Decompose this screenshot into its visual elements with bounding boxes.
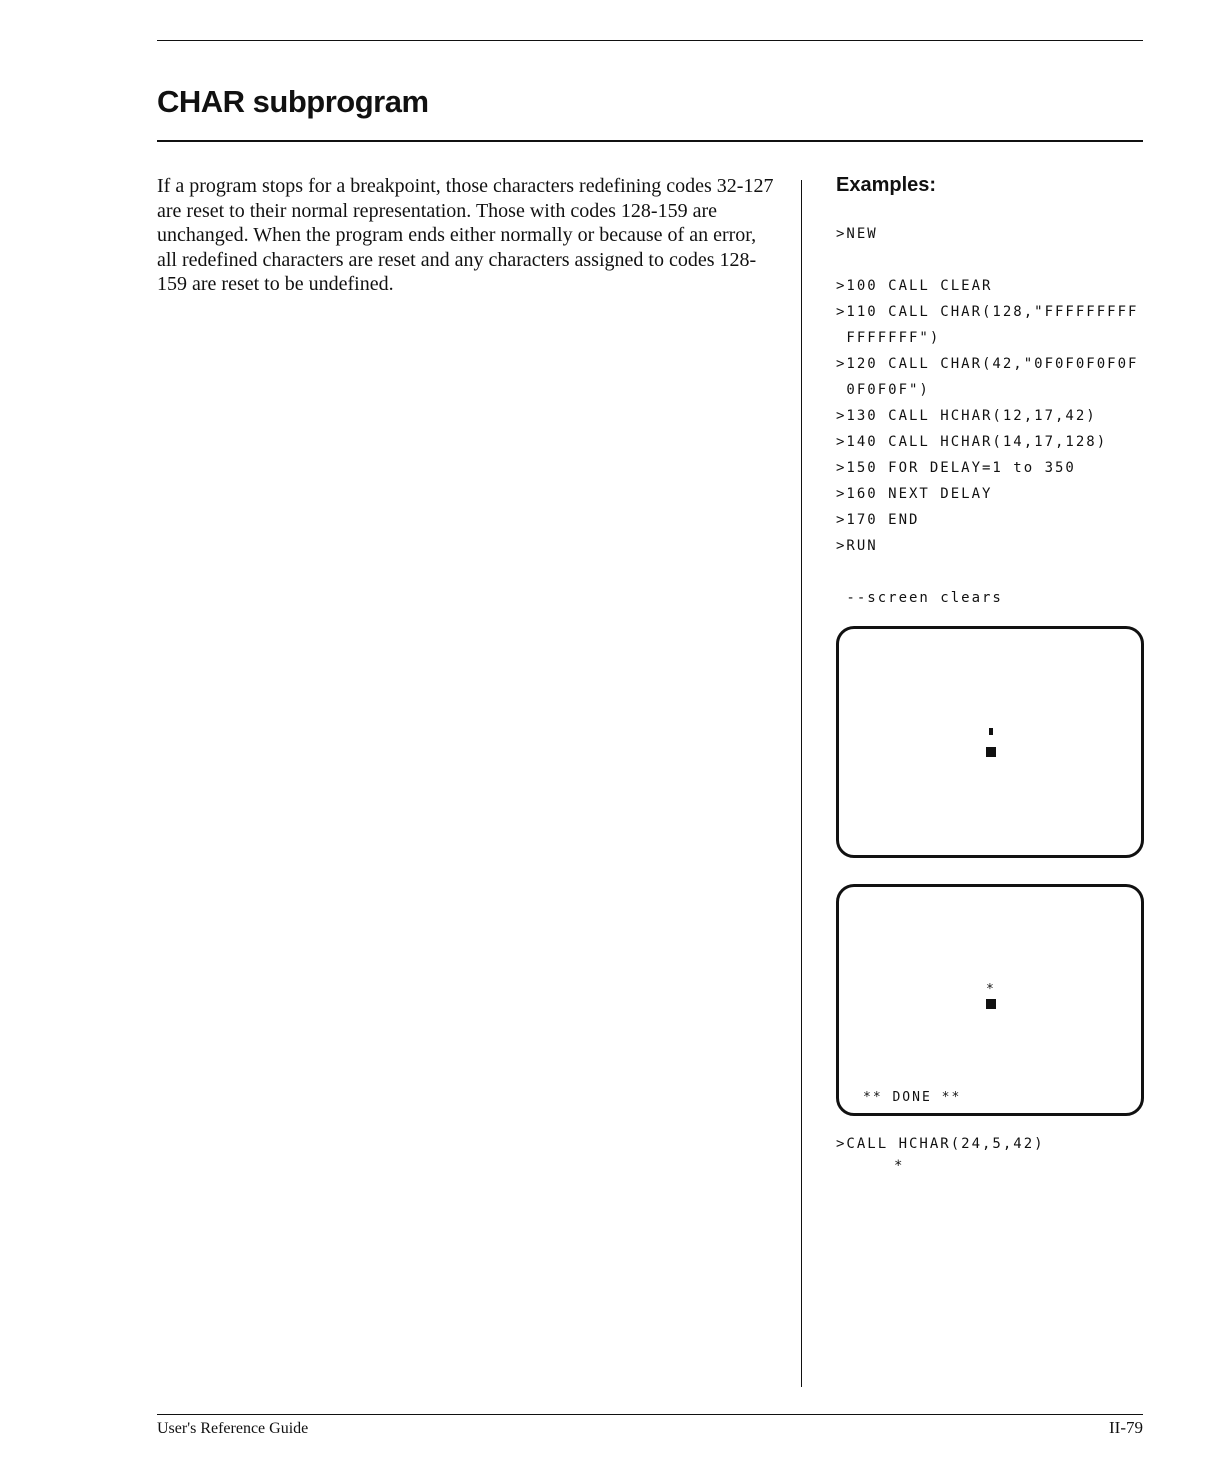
code-line: >RUN [836, 538, 878, 554]
code-line: >150 FOR DELAY=1 to 350 [836, 460, 1076, 476]
code-line: >140 CALL HCHAR(14,17,128) [836, 434, 1108, 450]
code-line: >110 CALL CHAR(128,"FFFFFFFFF [836, 304, 1139, 320]
page-title: CHAR subprogram [157, 84, 429, 119]
solid-block-char-128 [986, 747, 996, 757]
body-paragraph: If a program stops for a breakpoint, those characters redefining codes 32-127 are reset to their normal representation. Those with codes 128-159 are unchanged. When the program ends either normally or because of an error, all redefined characters are reset and any characters assigned to codes 128-159 are reset to be undefined. [157, 175, 774, 296]
after-run-command: >CALL HCHAR(24,5,42) [836, 1136, 1045, 1152]
code-line: >100 CALL CLEAR [836, 278, 993, 294]
screen-display-1 [836, 626, 1144, 858]
top-rule [157, 40, 1143, 41]
column-divider [801, 180, 802, 1387]
code-line: >120 CALL CHAR(42,"0F0F0F0F0F [836, 356, 1139, 372]
screen-clears-note: --screen clears [836, 590, 1003, 606]
screen-display-2 [836, 884, 1144, 1116]
code-line: >130 CALL HCHAR(12,17,42) [836, 408, 1097, 424]
done-message: ** DONE ** [863, 1090, 962, 1105]
title-rule [157, 140, 1143, 142]
solid-block-char-128 [986, 999, 996, 1009]
code-line: >160 NEXT DELAY [836, 486, 993, 502]
code-line: 0F0F0F") [836, 382, 930, 398]
after-run-asterisk: * [894, 1158, 905, 1174]
code-line: >NEW [836, 226, 878, 242]
footer-rule [157, 1414, 1143, 1415]
code-line: FFFFFFF") [836, 330, 941, 346]
asterisk-char: * [986, 982, 994, 997]
redefined-char-42 [989, 728, 993, 735]
examples-heading: Examples: [836, 174, 937, 196]
code-line: >170 END [836, 512, 920, 528]
page-number: II-79 [1109, 1418, 1143, 1437]
footer-guide-title: User's Reference Guide [157, 1420, 309, 1437]
